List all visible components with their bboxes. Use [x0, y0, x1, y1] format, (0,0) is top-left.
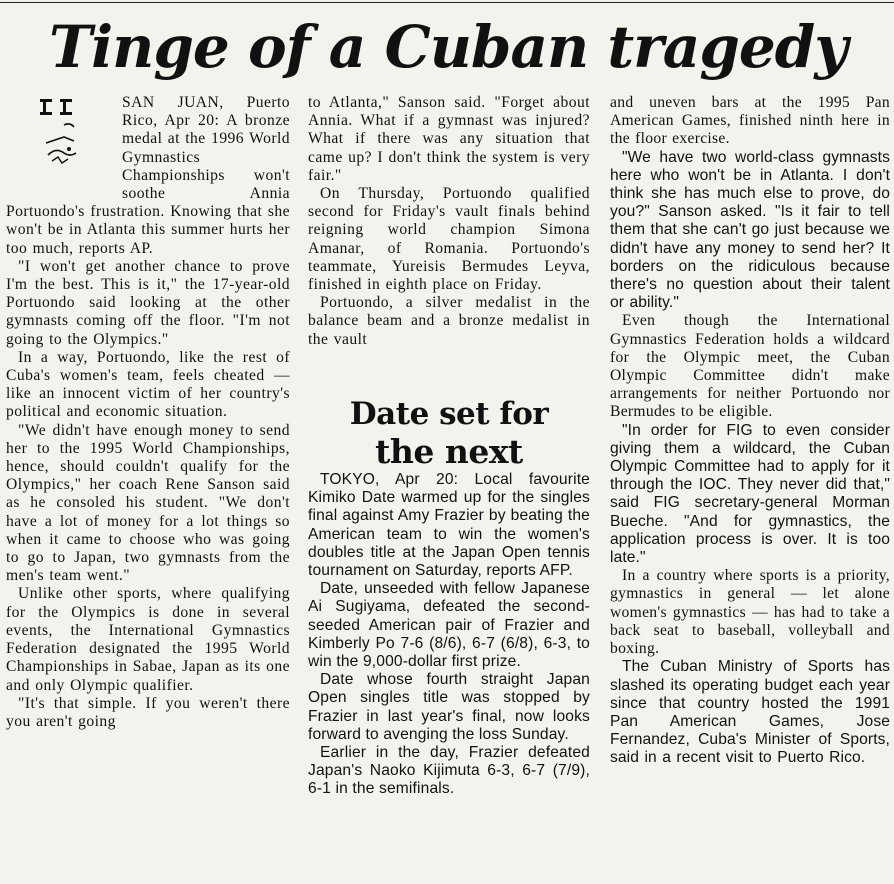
- article-column-1: [6, 94, 290, 882]
- paragraph: On Thursday, Portuondo qualified second for Friday's vault finals behind reigning world champion Simona Amanar, of Romania. Portuondo's teammate, Yureisis Bermudes Leyva, finished in eighth place on Friday.: [308, 185, 590, 294]
- sidebar-article: [308, 395, 590, 884]
- paragraph: The Cuban Ministry of Sports has slashed its operating budget each year since that country hosted the 1991 Pan American Games, Jose Fernandez, Cuba's Minister of Sports, said in a recent visit to Puerto Rico.: [610, 658, 890, 767]
- gymnastics-logo-icon: [6, 95, 114, 185]
- paragraph: Unlike other sports, where qualifying for the Olympics is done in several events, the International Gymnastics Federation designated the 1995 World Championships in Sabae, Japan as its one and only Olympic qualifier.: [6, 585, 290, 694]
- paragraph: Even though the International Gymnastics Federation holds a wildcard for the Olympic meet, the Cuban Olympic Committee didn't make arrangements for neither Portuondo nor Bermudes to be eligible.: [610, 312, 890, 421]
- article-column-3: [610, 94, 890, 882]
- paragraph: "It's that simple. If you weren't there you aren't going: [6, 694, 290, 730]
- sidebar-headline: [308, 395, 590, 471]
- paragraph: to Atlanta," Sanson said. "Forget about Annia. What if a gymnast was injured? What if there was any situation that came up? I don't think the system is very fair.": [308, 94, 590, 184]
- paragraph: In a country where sports is a priority, gymnastics in general — let alone women's gymnastics — has had to take a back seat to baseball, volleyball and boxing.: [610, 567, 890, 658]
- paragraph: TOKYO, Apr 20: Local favourite Kimiko Date warmed up for the singles final against Amy Frazier by beating the American team to win the women's doubles title at the Japan Open tennis tournament on Saturday, reports AFP.: [308, 471, 590, 580]
- paragraph: Earlier in the day, Frazier defeated Japan's Naoko Kijimuta 6-3, 6-7 (7/9), 6-1 in the semifinals.: [308, 744, 590, 798]
- paragraph: Portuondo, a silver medalist in the balance beam and a bronze medalist in the vault: [308, 294, 590, 348]
- sidebar-headline-line-1: Date set for: [349, 396, 549, 432]
- lead-paragraph: SAN JUAN, Puerto Rico, Apr 20: A bronze medal at the 1996 World Gymnastics Championships won't soothe Annia Portuondo's frustration. Knowing that she won't be in Atlanta this summer hurts her too much, reports AP.: [6, 94, 290, 257]
- top-rule: [0, 2, 894, 3]
- sidebar-headline-line-2: the next: [375, 432, 523, 471]
- paragraph: In a way, Portuondo, like the rest of Cuba's women's team, feels cheated — like an innocent victim of her country's political and economic situation.: [6, 348, 290, 421]
- paragraph: Date whose fourth straight Japan Open singles title was stopped by Frazier in last year's final, now looks forward to avenging the loss Sunday.: [308, 671, 590, 743]
- paragraph: "I won't get another chance to prove I'm the best. This is it," the 17-year-old Portuondo said looking at the other gymnasts coming off the floor. "I'm not going to the Olympics.": [6, 257, 290, 348]
- paragraph: "We have two world-class gymnasts here who won't be in Atlanta. I don't think she has much else to prove, do you?" Sanson asked. "Is it fair to tell them that she can't go just because we didn't have any money to send her? It borders on the ridiculous because there's no question about their talent or ability.": [610, 148, 890, 312]
- paragraph: and uneven bars at the 1995 Pan American Games, finished ninth here in the floor exercise.: [610, 94, 890, 148]
- headline: Tinge of a Cuban tragedy: [48, 13, 848, 81]
- paragraph: "We didn't have enough money to send her to the 1995 World Championships, hence, should couldn't qualify for the Olympics," her coach Rene Sanson said as he consoled his student. "We don't have a lot of money for a lot things so when it came to choose who was going to go to Japan, two gymnasts from the men's team went.": [6, 421, 290, 585]
- paragraph: "In order for FIG to even consider giving them a wildcard, the Cuban Olympic Committee had to apply for it through the IOC. They never did that," said FIG secretary-general Morman Bueche. "And for gymnastics, the application process is over. It is too late.": [610, 421, 890, 567]
- paragraph: Date, unseeded with fellow Japanese Ai Sugiyama, defeated the second-seeded American pair of Frazier and Kimberly Po 7-6 (8/6), 6-7 (6/8), 6-3, to win the 9,000-dollar first prize.: [308, 580, 590, 671]
